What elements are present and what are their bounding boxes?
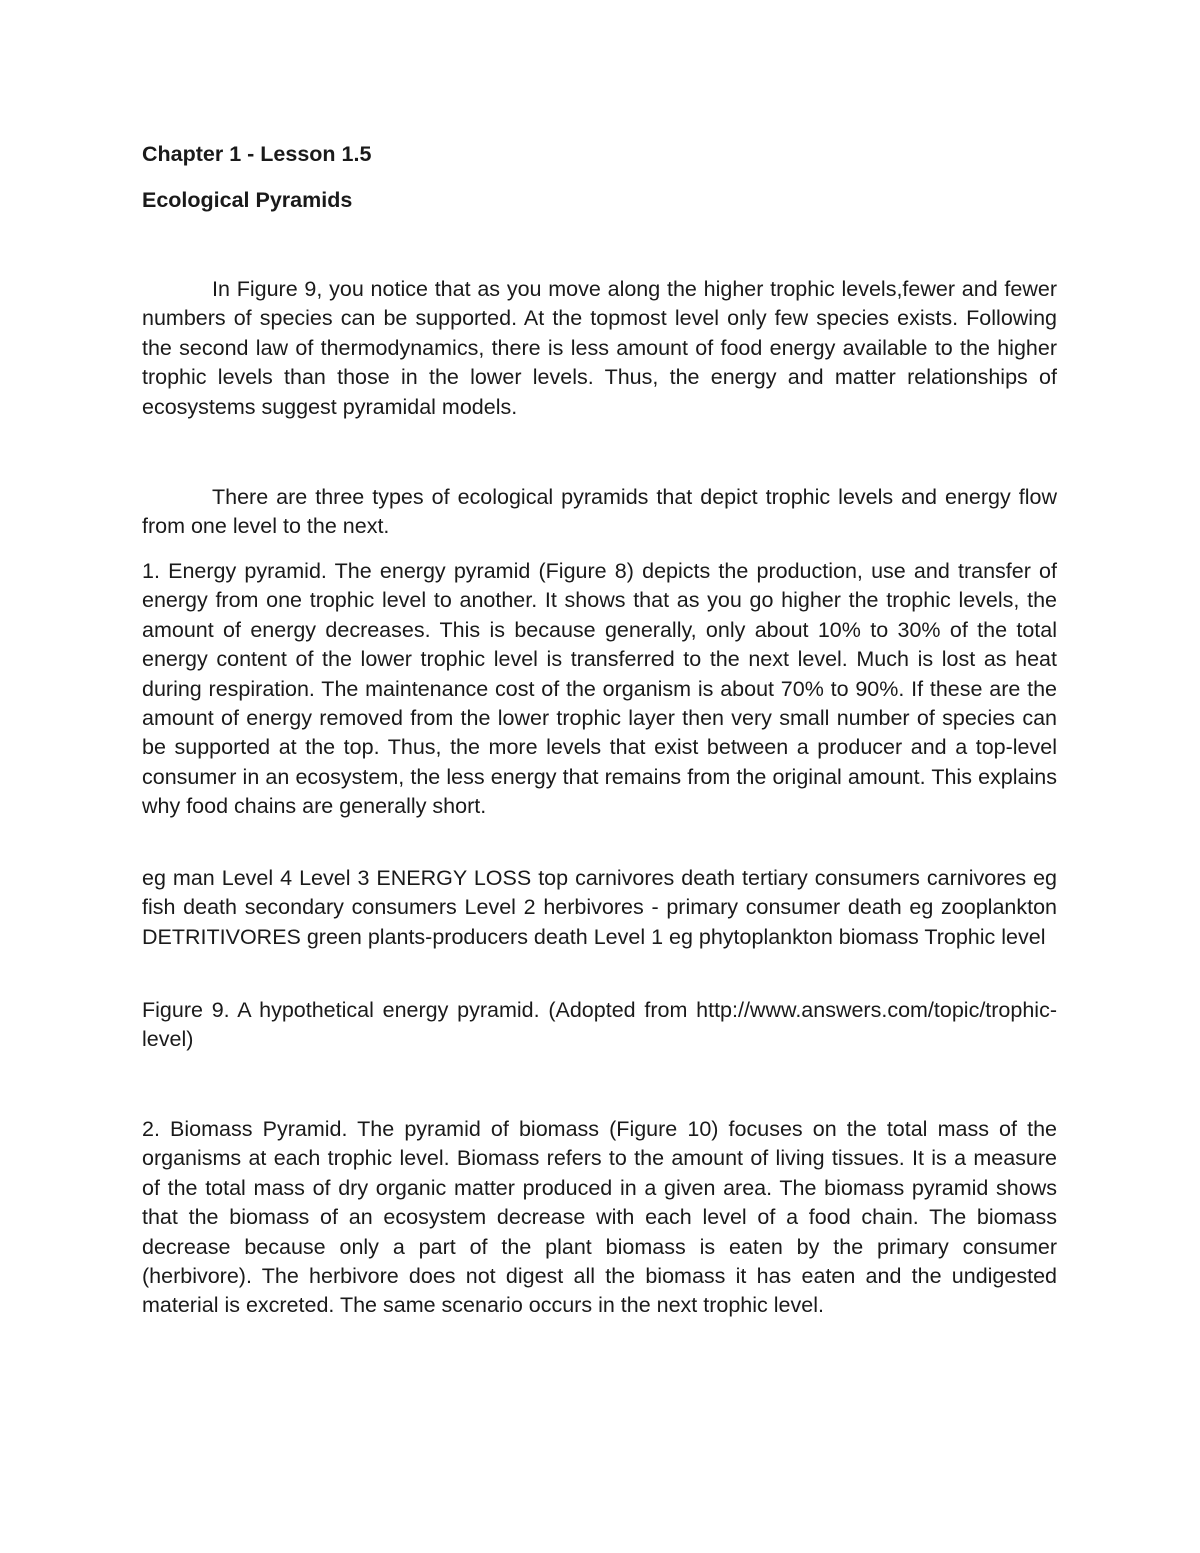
figure-text-paragraph: eg man Level 4 Level 3 ENERGY LOSS top carnivores death tertiary consumers carnivores eg fish death secondary consumers Level 2 herbivores - primary consumer death eg zooplankton DETRITIVORES green plants-producers death Level 1 eg phytoplankton biomass Trophic level: [142, 866, 1057, 949]
biomass-pyramid-paragraph: 2. Biomass Pyramid. The pyramid of biomass (Figure 10) focuses on the total mass of the organisms at each trophic level. Biomass refers to the amount of living tissues. It is a measure of the total mass of dry organic matter produced in a given area. The biomass pyramid shows that the biomass of an ecosystem decrease with each level of a food chain. The biomass decrease because only a part of the plant biomass is eaten by the primary consumer (herbivore). The herbivore does not digest all the biomass it has eaten and the undigested material is excreted. The same scenario occurs in the next trophic level.: [142, 1117, 1057, 1318]
figure-caption: Figure 9. A hypothetical energy pyramid. (Adopted from http://www.answers.com/topic/trophic-level): [142, 998, 1057, 1052]
pyramid-types-paragraph: There are three types of ecological pyramids that depict trophic levels and energy flow from one level to the next.: [142, 485, 1057, 539]
section-heading: Ecological Pyramids: [142, 188, 353, 212]
chapter-heading: Chapter 1 - Lesson 1.5: [142, 142, 372, 166]
energy-pyramid-paragraph: 1. Energy pyramid. The energy pyramid (Figure 8) depicts the production, use and transfer of energy from one trophic level to another. It shows that as you go higher the trophic levels, the amount of energy decreases. This is because generally, only about 10% to 30% of the total energy content of the lower trophic level is transferred to the next level. Much is lost as heat during respiration. The maintenance cost of the organism is about 70% to 90%. If these are the amount of energy removed from the lower trophic layer then very small number of species can be supported at the top. Thus, the more levels that exist between a producer and a top-level consumer in an ecosystem, the less energy that remains from the original amount. This explains why food chains are generally short.: [142, 559, 1057, 819]
intro-paragraph: In Figure 9, you notice that as you move along the higher trophic levels,fewer and fewer numbers of species can be supported. At the topmost level only few species exists. Following the second law of thermodynamics, there is less amount of food energy available to the higher trophic levels than those in the lower levels. Thus, the energy and matter relationships of ecosystems suggest pyramidal models.: [142, 277, 1057, 419]
